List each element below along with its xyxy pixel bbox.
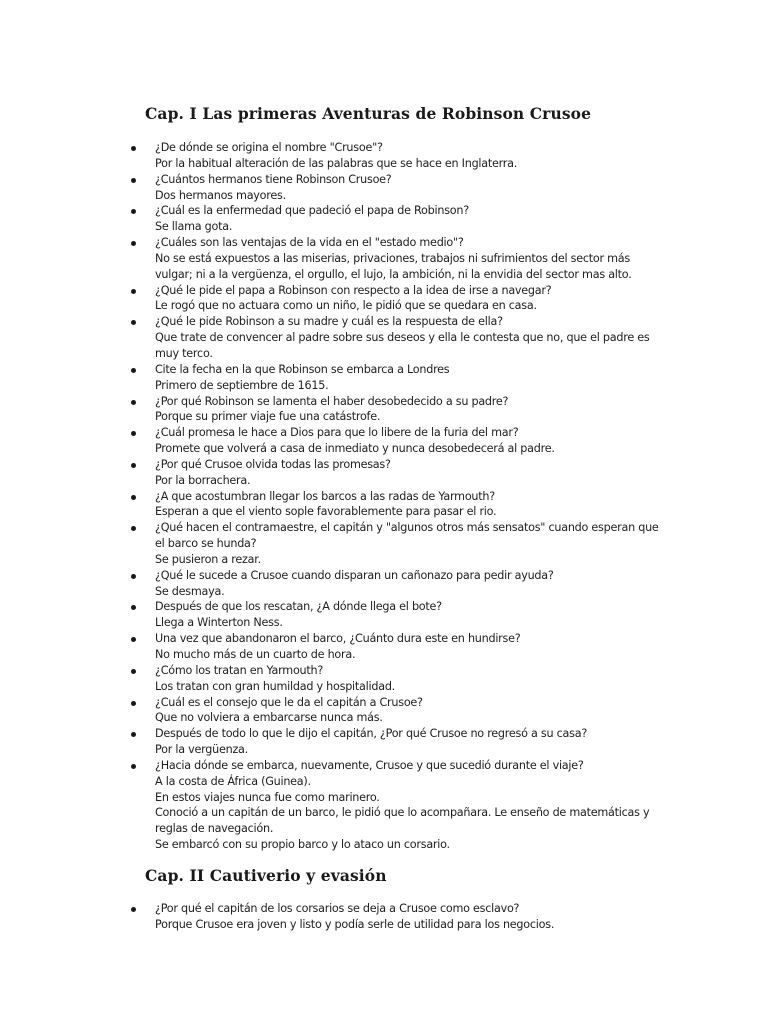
qa-list-item bbox=[0, 726, 768, 758]
answer-text: muy terco. bbox=[155, 346, 213, 360]
answer-text: Llega a Winterton Ness. bbox=[155, 616, 283, 630]
answer-text: Conoció a un capitán de un barco, le pidió que lo acompañara. Le enseño de matemáticas y bbox=[155, 806, 650, 820]
qa-list-item bbox=[0, 568, 768, 600]
answer-text: No mucho más de un cuarto de hora. bbox=[155, 648, 356, 661]
question-text: ¿Cuál promesa le hace a Dios para que lo libere de la furia del mar? bbox=[155, 426, 519, 440]
qa-list-item bbox=[0, 901, 768, 933]
answer-text: Porque Crusoe era joven y listo y podía serle de utilidad para los negocios. bbox=[155, 917, 555, 931]
question-text: ¿Cuál es la enfermedad que padeció el papa de Robinson? bbox=[155, 204, 469, 218]
question-text: ¿Qué le pide el papa a Robinson con respecto a la idea de irse a navegar? bbox=[155, 283, 552, 297]
question-text: Una vez que abandonaron el barco, ¿Cuánto dura este en hundirse? bbox=[155, 632, 521, 646]
question-text: ¿Por qué Robinson se lamenta el haber desobedecido a su padre? bbox=[155, 394, 509, 408]
answer-text: Se pusieron a rezar. bbox=[155, 552, 261, 566]
question-text: ¿Cuál es el consejo que le da el capitán a Crusoe? bbox=[155, 695, 423, 709]
question-text: ¿Hacia dónde se embarca, nuevamente, Crusoe y que sucedió durante el viaje? bbox=[155, 758, 584, 772]
question-text: ¿Por qué el capitán de los corsarios se deja a Crusoe como esclavo? bbox=[155, 902, 520, 915]
answer-text: En estos viajes nunca fue como marinero. bbox=[155, 790, 380, 804]
question-text: Cite la fecha en la que Robinson se embarca a Londres bbox=[155, 362, 450, 376]
qa-list-item bbox=[0, 520, 768, 568]
qa-list-item bbox=[0, 235, 768, 283]
qa-list-item bbox=[0, 758, 768, 853]
answer-text: Por la vergüenza. bbox=[155, 743, 248, 757]
answer-text: Esperan a que el viento sople favorablemente para pasar el rio. bbox=[155, 505, 497, 519]
question-text: Después de que los rescatan, ¿A dónde llega el bote? bbox=[155, 600, 442, 614]
answer-text: Se embarcó con su propio barco y lo ataco un corsario. bbox=[155, 838, 450, 852]
answer-text: A la costa de África (Guinea). bbox=[155, 774, 311, 788]
answer-text: Primero de septiembre de 1615. bbox=[155, 378, 329, 392]
qa-list-item bbox=[0, 283, 768, 315]
qa-list-item bbox=[0, 425, 768, 457]
qa-list-item bbox=[0, 203, 768, 235]
answer-text: Por la habitual alteración de las palabras que se hace en Inglaterra. bbox=[155, 156, 518, 170]
question-text: ¿Qué hacen el contramaestre, el capitán y "algunos otros más sensatos" cuando esperan que bbox=[155, 521, 659, 535]
qa-list-item bbox=[0, 140, 768, 172]
answer-text: Los tratan con gran humildad y hospitalidad. bbox=[155, 679, 395, 693]
qa-list-item bbox=[0, 314, 768, 362]
answer-text: Se llama gota. bbox=[155, 220, 233, 234]
question-text: ¿Cuáles son las ventajas de la vida en el "estado medio"? bbox=[155, 236, 464, 250]
answer-text: Que trate de convencer al padre sobre sus deseos y ella le contesta que no, que el padre es bbox=[155, 331, 650, 345]
answer-text: vulgar; ni a la vergüenza, el orgullo, el lujo, la ambición, ni la envidia del sector mas alto. bbox=[155, 267, 632, 281]
answer-text: No se está expuestos a las miserias, privaciones, trabajos ni sufrimientos del sector más bbox=[155, 251, 630, 265]
answer-text: Se desmaya. bbox=[155, 584, 225, 598]
question-text: ¿Qué le sucede a Crusoe cuando disparan un cañonazo para pedir ayuda? bbox=[155, 568, 554, 582]
question-text: ¿Cómo los tratan en Yarmouth? bbox=[155, 663, 324, 677]
answer-text: Promete que volverá a casa de inmediato y nunca desobedecerá al padre. bbox=[155, 442, 555, 456]
qa-list-item bbox=[0, 362, 768, 394]
chapter-2-question-list bbox=[0, 901, 768, 933]
answer-text: Dos hermanos mayores. bbox=[155, 188, 286, 202]
qa-list-item bbox=[0, 394, 768, 426]
answer-text: Por la borrachera. bbox=[155, 473, 251, 487]
question-text: ¿A que acostumbran llegar los barcos a las radas de Yarmouth? bbox=[155, 489, 495, 503]
qa-list-item bbox=[0, 489, 768, 521]
answer-text: el barco se hunda? bbox=[155, 537, 257, 551]
qa-list-item bbox=[0, 599, 768, 631]
question-text: ¿Por qué Crusoe olvida todas las promesas? bbox=[155, 457, 391, 471]
qa-list-item bbox=[0, 663, 768, 695]
question-text: ¿De dónde se origina el nombre "Crusoe"? bbox=[155, 141, 383, 154]
qa-list-item bbox=[0, 695, 768, 727]
chapter-1-heading: Cap. I Las primeras Aventuras de Robinson Crusoe bbox=[145, 104, 592, 123]
question-text: Después de todo lo que le dijo el capitán, ¿Por qué Crusoe no regresó a su casa? bbox=[155, 727, 588, 741]
question-text: ¿Cuántos hermanos tiene Robinson Crusoe? bbox=[155, 172, 392, 186]
qa-list-item bbox=[0, 457, 768, 489]
chapter-2-heading: Cap. II Cautiverio y evasión bbox=[145, 866, 387, 885]
chapter-1-question-list bbox=[0, 140, 768, 853]
answer-text: Que no volviera a embarcarse nunca más. bbox=[155, 711, 383, 725]
qa-list-item bbox=[0, 172, 768, 204]
answer-text: Le rogó que no actuara como un niño, le pidió que se quedara en casa. bbox=[155, 299, 537, 313]
answer-text: reglas de navegación. bbox=[155, 822, 274, 836]
qa-list-item bbox=[0, 631, 768, 663]
answer-text: Porque su primer viaje fue una catástrofe. bbox=[155, 410, 381, 424]
question-text: ¿Qué le pide Robinson a su madre y cuál es la respuesta de ella? bbox=[155, 315, 503, 329]
